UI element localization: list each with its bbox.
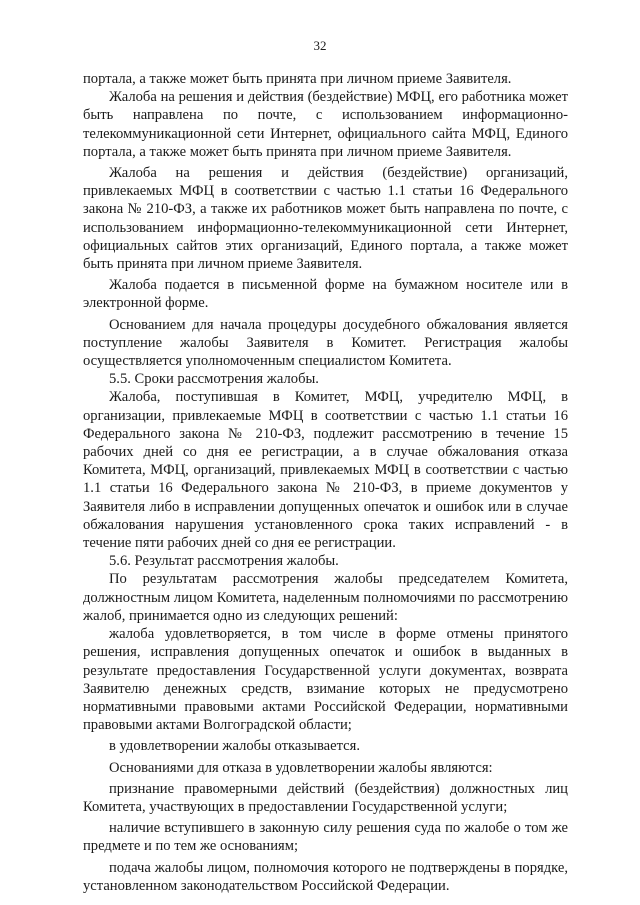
section-heading-5-6: 5.6. Результат рассмотрения жалобы.: [109, 553, 339, 570]
paragraph-written-form: Жалоба подается в письменной форме на бумажном носителе или в электронной форме.: [83, 277, 568, 312]
paragraph-court-decision: наличие вступившего в законную силу решения суда по жалобе о том же предмете и по тем же основаниям;: [83, 820, 568, 855]
section-heading-5-5: 5.5. Сроки рассмотрения жалобы.: [109, 371, 319, 388]
paragraph-unconfirmed-authority: подача жалобы лицом, полномочия которого не подтверждены в порядке, установленном законодательством Российской Федерации.: [83, 859, 568, 894]
paragraph-lawful-actions: признание правомерными действий (бездействия) должностных лиц Комитета, участвующих в предоставлении Государственной услуги;: [83, 780, 568, 815]
paragraph-complaint-refused: в удовлетворении жалобы отказывается.: [109, 738, 361, 755]
paragraph-refusal-grounds: Основаниями для отказа в удовлетворении жалобы являются:: [109, 759, 493, 776]
paragraph-review-terms: Жалоба, поступившая в Комитет, МФЦ, учредителю МФЦ, в организации, привлекаемые МФЦ в соответствии с частью 1.1 статьи 16 Федерального закона № 210-ФЗ, подлежит рассмотрению в течение 15 рабочих дней со дня ее регистрации, а в случае обжалования отказа Комитета, МФЦ, организаций, привлекаемых МФЦ в соответствии с частью 1.1 статьи 16 Федерального закона № 210-ФЗ, в приеме документов у Заявителя либо в исправлении допущенных опечаток и ошибок или в случае обжалования нарушения установленного срока таких исправлений - в течение пяти рабочих дней со дня ее регистрации.: [83, 389, 568, 552]
paragraph-complaint-satisfied: жалоба удовлетворяется, в том числе в форме отмены принятого решения, исправления допущенных опечаток и ошибок в выданных в результате предоставления Государственной услуги документах, возврата Заявителю денежных средств, взимание которых не предусмотрено нормативными правовыми актами Российской Федерации, нормативными правовыми актами Волгоградской области;: [83, 626, 568, 734]
paragraph-review-results: По результатам рассмотрения жалобы председателем Комитета, должностным лицом Комитета, наделенным полномочиями по рассмотрению жалоб, принимается одно из следующих решений:: [83, 571, 568, 624]
paragraph-grounds-start: Основанием для начала процедуры досудебного обжалования является поступление жалобы Заявителя в Комитет. Регистрация жалобы осуществляется уполномоченным специалистом Комитета.: [83, 316, 568, 370]
document-body: [83, 70, 568, 895]
paragraph-organizations-complaint: Жалоба на решения и действия (бездействие) организаций, привлекаемых МФЦ в соответствии с частью 1.1 статьи 16 Федерального закона № 210-ФЗ, а также их работников может быть направлена по почте, с использованием информационно-телекоммуникационной сети Интернет, официальных сайтов этих организаций, Единого портала, а также может быть принята при личном приеме Заявителя.: [83, 165, 568, 273]
page-number: 32: [313, 38, 327, 53]
paragraph-portal-continuation: портала, а также может быть принята при личном приеме Заявителя.: [83, 71, 512, 87]
paragraph-mfc-complaint: Жалоба на решения и действия (бездействие) МФЦ, его работника может быть направлена по почте, с использованием информационно-телекоммуникационной сети Интернет, официального сайта МФЦ, Единого портала, а также может быть принята при личном приеме Заявителя.: [83, 89, 568, 160]
